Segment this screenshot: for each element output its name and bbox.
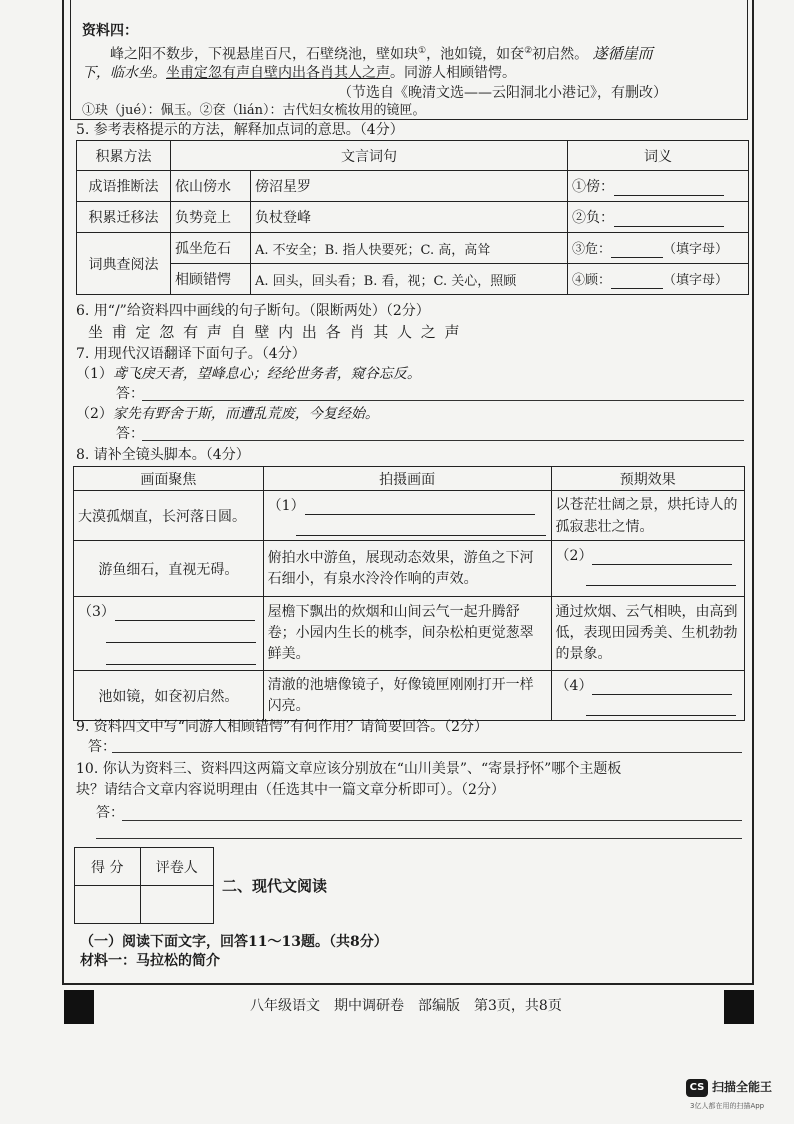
section2-material1: 材料一：马拉松的简介: [80, 953, 220, 969]
q6-stem: 6. 用“/”给资料四中画线的句子断句。（限断两处）（2分）: [76, 303, 430, 319]
q5-answer-blank-4[interactable]: [611, 273, 663, 289]
material4-title: 资料四：: [82, 23, 138, 39]
q8-shot-1-label: （1）: [267, 498, 305, 514]
registration-mark-right: [724, 990, 754, 1024]
footnote-1-marker: ①: [418, 46, 427, 56]
q8-effect-1: 以苍茫壮阔之景，烘托诗人的孤寂悲壮之情。: [551, 491, 744, 541]
q8-shot-2: 俯拍水中游鱼，展现动态效果，游鱼之下河石细小，有泉水泠泠作响的声效。: [263, 541, 551, 597]
q8-table: [73, 466, 745, 721]
q5-header-meaning: 词义: [568, 141, 749, 171]
q7-s2-label: （2）: [76, 406, 113, 422]
q7-answer-line-2[interactable]: [142, 440, 744, 441]
q8-header-effect: 预期效果: [551, 467, 744, 491]
q8-focus-1: 大漠孤烟直，长河落日圆。: [74, 491, 264, 541]
q8-header-shot: 拍摄画面: [263, 467, 551, 491]
material4-line1b: ，池如镜，如奁: [426, 46, 525, 63]
q5-answer-blank-2[interactable]: [614, 210, 724, 227]
q5-header-text: 文言词句: [171, 141, 568, 171]
q5-answer-blank-1[interactable]: [614, 179, 724, 196]
q9-answer-line[interactable]: [112, 752, 742, 753]
q8-focus-2: 游鱼细石，直视无碍。: [74, 541, 264, 597]
q5-answer-blank-3[interactable]: [611, 242, 663, 258]
q7-answer-line-1[interactable]: [142, 400, 744, 401]
score-cell[interactable]: [75, 886, 141, 924]
q5-phrase-4: 相顾错愕: [171, 264, 251, 295]
material4-line1c: 初启然。: [532, 46, 589, 63]
footnote-2-marker: ②: [524, 46, 533, 56]
q5-phrase-3: 孤坐危石: [171, 233, 251, 264]
q9-stem: 9. 资料四文中写“同游人相顾错愕”有何作用？请简要回答。（2分）: [76, 719, 489, 735]
q5-meaning-3-label: ③危：: [572, 242, 612, 257]
q8-focus-3-label: （3）: [78, 604, 115, 620]
q8-effect-4: [551, 671, 744, 721]
q8-focus-3: [74, 597, 264, 671]
q7-s2: [76, 405, 379, 423]
q7-s1-text: 鸢飞戾天者，望峰息心；经纶世务者，窥谷忘反。: [112, 366, 421, 382]
section2-sub1: （一）阅读下面文字，回答11～13题。（共8分）: [80, 934, 388, 950]
q5-phrase-2: 负势竞上: [171, 202, 251, 233]
q5-method-2: 积累迁移法: [77, 202, 171, 233]
section2-title: 二、现代文阅读: [222, 877, 328, 895]
q7-answer-label-2: 答：: [116, 426, 144, 442]
q5-table: [76, 140, 749, 295]
material4-source: （节选自《晚清文选——云阳洞北小港记》，有删改）: [338, 85, 667, 101]
handwritten-2: 下，临水坐。: [82, 65, 166, 81]
q10-answer-label: 答：: [96, 805, 124, 821]
q8-effect-4-label: （4）: [555, 678, 593, 694]
q10-stem-2: 块？请结合文章内容说明理由（任选其中一篇文章分析即可）。（2分）: [76, 782, 505, 798]
watermark-tagline: 3亿人都在用的扫描App: [690, 1102, 765, 1110]
q5-sentence-1: 傍沼星罗: [251, 171, 568, 202]
q10-stem-1: 10. 你认为资料三、资料四这两篇文章应该分别放在“山川美景”、“寄景抒怀”哪个主题板: [76, 761, 622, 777]
q8-blank-3c[interactable]: [106, 648, 256, 665]
q7-s1-label: （1）: [76, 366, 113, 382]
q10-answer-line-1[interactable]: [122, 820, 742, 821]
q5-header-method: 积累方法: [77, 141, 171, 171]
watermark-brand: 扫描全能王: [712, 1080, 773, 1094]
score-label: 得 分: [75, 848, 141, 886]
q5-meaning-2-label: ②负：: [572, 210, 614, 226]
grader-label: 评卷人: [140, 848, 213, 886]
cs-logo-icon: CS: [686, 1079, 708, 1097]
q5-method-3: 词典查阅法: [77, 233, 171, 295]
q8-blank-3a[interactable]: [115, 604, 255, 621]
material4-line1: [110, 42, 653, 64]
q8-shot-4: 清澈的池塘像镜子，好像镜匣刚刚打开一样闪亮。: [263, 671, 551, 721]
q5-sentence-3: A. 不安全；B. 指人快要死；C. 高，高耸: [251, 233, 568, 264]
q10-answer-line-2[interactable]: [96, 838, 742, 839]
q8-blank-2a[interactable]: [592, 548, 732, 565]
q5-meaning-1: [568, 171, 749, 202]
q7-s1: [76, 365, 421, 383]
q5-suffix-3: （填字母）: [663, 242, 729, 257]
q8-blank-4b[interactable]: [586, 699, 736, 716]
score-box: [74, 847, 214, 924]
material4-note: ①玦（jué）：佩玉。②奁（lián）：古代妇女梳妆用的镜匣。: [82, 103, 426, 118]
material4-line1a: 峰之阳不数步，下视悬崖百尺，石壁绕池，壁如玦: [110, 46, 418, 63]
q5-meaning-1-label: ①傍：: [572, 179, 614, 195]
grader-cell[interactable]: [140, 886, 213, 924]
registration-mark-left: [64, 990, 94, 1024]
q5-stem: 5. 参考表格提示的方法，解释加点词的意思。（4分）: [76, 122, 404, 138]
q8-focus-4: 池如镜，如奁初启然。: [74, 671, 264, 721]
q5-sentence-4: A. 回头，回头看；B. 看，视；C. 关心，照顾: [251, 264, 568, 295]
q8-shot-1: [263, 491, 551, 541]
handwritten-1: 遂循崖而: [592, 44, 653, 63]
q5-meaning-4-label: ④顾：: [572, 273, 612, 288]
q9-answer-label: 答：: [88, 739, 116, 755]
q8-blank-1b[interactable]: [296, 519, 546, 536]
q8-blank-2b[interactable]: [586, 569, 736, 586]
q7-answer-label-1: 答：: [116, 386, 144, 402]
q8-effect-2: [551, 541, 744, 597]
q8-stem: 8. 请补全镜头脚本。（4分）: [76, 447, 250, 463]
material4-line2-rest: 。同游人相顾错愕。: [390, 65, 516, 81]
q5-meaning-4: [568, 264, 749, 295]
q5-method-1: 成语推断法: [77, 171, 171, 202]
material4-line2: [82, 64, 516, 82]
q7-s2-text: 家先有野舍于斯，而遭乱荒废，今复经始。: [112, 406, 379, 422]
q8-header-focus: 画面聚焦: [74, 467, 264, 491]
q5-meaning-2: [568, 202, 749, 233]
q8-blank-1a[interactable]: [305, 498, 535, 515]
q7-stem: 7. 用现代汉语翻译下面句子。（4分）: [76, 346, 306, 362]
q6-sentence[interactable]: 坐 甫 定 忽 有 声 自 壁 内 出 各 肖 其 人 之 声: [88, 323, 462, 341]
q8-blank-3b[interactable]: [106, 626, 256, 643]
q5-meaning-3: [568, 233, 749, 264]
footer-text: 八年级语文 期中调研卷 部编版 第3页，共8页: [250, 998, 562, 1014]
q8-blank-4a[interactable]: [592, 678, 732, 695]
q8-shot-3: 屋檐下飘出的炊烟和山间云气一起升腾舒卷；小园内生长的桃李，间杂松柏更觉葱翠鲜美。: [263, 597, 551, 671]
underlined-sentence: 坐甫定忽有声自壁内出各肖其人之声: [166, 65, 390, 81]
q5-sentence-2: 负杖登峰: [251, 202, 568, 233]
q5-suffix-4: （填字母）: [663, 273, 729, 288]
q8-effect-2-label: （2）: [555, 548, 593, 564]
q5-phrase-1: 依山傍水: [171, 171, 251, 202]
q8-effect-3: 通过炊烟、云气相映，由高到低，表现田园秀美、生机勃勃的景象。: [551, 597, 744, 671]
